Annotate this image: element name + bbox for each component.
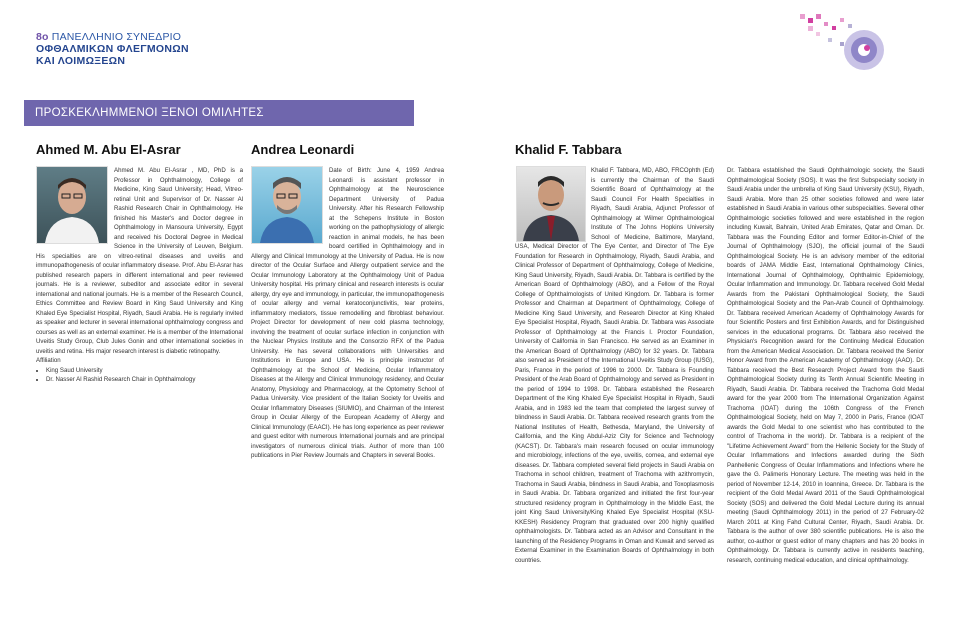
section-title: ΠΡΟΣΚΕΚΛΗΜΜΕΝΟΙ ΞΕΝΟΙ ΟΜΙΛΗΤΕΣ [35,107,264,119]
speaker-name-3: Khalid F. Tabbara [515,142,622,157]
speaker-bio-3a: Khalid F. Tabbara, MD, ABO, FRCOphth (Ed) is currently the Chairman of the Saudi Scientific Board of Ophthalmology at the Saudi Council For Health Specialties in Riyadh, Saudi Arabia, Adjunct Professor of Ophthalmology at Wilmer Ophthalmological Institute of The Johns Hopkins University School of Medicine, Baltimore, Maryland, USA, Medical Director of The Eye Center, and Director of The Eye Foundation for Research in Ophthalmology, Riyadh, Saudi Arabia, and Clinical Professor of Department of Ophthalmology, College of Medicine, King Saud University, Riyadh, Saudi Arabia. Dr. Tabbara is certified by the American Board of Ophthalmology (ABO), and a Fellow of the Royal College of Ophthalmologists of United Kingdom. Dr. Tabbara is former Professor and Chairman at Department of Ophthalmology, College of Medicine King Saud University, and Research Director at King Khaled Eye Specialist Hospital, Riyadh, Saudi Arabia. Dr. Tabbara was Associate Professor of Ophthalmology at the Francis I. Proctor Foundation, University of California in San Francisco. He served as an Examiner in the American Board of Ophthalmology (ABO) for 32 years. Dr. Tabbara also served as President of the International Uveitis Study Group (IUSG), Paris, France in the period of 1996 to 2000. Dr. Tabbara is Founding President of the Arab Board of Ophthalmology and served as President in the period of 1994 to 1998. Dr. Tabbara established the Research Department of the King Khaled Eye Specialist Hospital in Riyadh, Saudi Arabia, and in 1983 led the team that completed the largest survey of blindness in Saudi Arabia. Dr. Tabbara received research grants from the National Institutes of Health, Bethesda, Maryland, the University of California, and the King Abdul-Aziz City for Science and Technology (KACST). Dr. Tabbara's main research focused on ocular immunology and microbiology, infections of the eye, uveitis, cornea, and external eye diseases. Dr. Tabbara completed several field projects in Saudi Arabia on Trachoma in school children, treatment of Trachoma with azithromycin, Trachoma in Saudi Arabia, blindness in Saudi Arabia, and Toxoplasmosis in Saudi Arabia. Dr. Tabbara organized and initiated the first four-year structured residency program in Ophthalmology in the Middle East, the joint King Saud University/King Khaled Eye Specialist Hospital (KSU-KKESH) Residency Program that graduated over 200 highly qualified ophthalmologists. Dr. Tabbara acted as an Advisor and Consultant in the launching of the Residency Programs in Oman and Kuwait and served as External Examiner in the Examination Boards of Ophthalmology in both countries. [515,167,714,564]
section-band [24,100,414,126]
speaker-bio-2: Date of Birth: June 4, 1959 Andrea Leonardi is assistant professor in Ophthalmology at the Neuroscience Department University of Padua University. After his Research Fellowship at the Schepens Institute in Boston working on the pathophysiology of allergic reaction in animal models, he has been board certified in Ophthalmology and in Allergy and Clinical Immunology at the University of Padua. He is now director of the Ocular Surface and Allergy outpatient service and the Ocular Immunology Laboratory at the Ophthalmology Unit of Padua University hospital. His primary clinical and research interests is ocular allergy, dry eye and immunology, in particular, the immunopathogenesis of ocular allergy and vernal keratoconjunctivitis, tear proteins, inflammatory mediators, tissue remodelling and fibroblast behaviour. Project Director for development of new cold plasma technology, involving the treatment of ocular surface infection in conjunction with the Nuclear Physics Institute and the Consorzio RFX of the Padua University. He has several collaborations with Universities and Institutions in Europe and USA. He is principle instructor of Ophthalmology at the School of Medicine, Ocular Inflammatory Diseases at the Allergy and Clinical Immunology residency, and Ocular Anatomy, Physiology and Pharmacology, at the Optometry School of Padua University. Vice president of the Italian Society for Uveitis and Ocular Inflammatory Diseases (SIUMIO), and Chairman of the Interest Group in Ocular Allergy of the European Academy of Allergy and Clinical Immunology (EAACI). He has long experience as peer reviewer and guest editor with numerous International journals and are principal investigators of numerous clinical trials. Author of more than 100 publications in Pier Review Journals and Chapters in several Books. [251,167,444,459]
affiliation-list [36,366,243,385]
speaker-bio-3b: Dr. Tabbara established the Saudi Ophthalmologic society, the Saudi Ophthalmological Society (SOS). It was the first Subspecialty society in Saudi Arabia under the umbrella of King Saud University (KSU), Riyadh, Saudi Arabia. More than 25 other societies followed and were later established in Saudi Arabia in various other subspecialties. Several other Ophthalmologic societies followed and were established in the region including Kuwait, Bahrain, United Arab Emirates, Qatar and Oman. Dr. Tabbara was the Founding Editor and former Editor-in-Chief of the Journal of Ophthalmology (SJO), the official journal of the Saudi Ophthalmological Society. He is an advisory member of the editorial boards of JAMA Middle East, International Ophthalmology Clinics, International Journal of Ophthalmology, Ophthalmic Epidemiology, Ocular Inflammation and Immunology. Dr. Tabbara received Gold Medal Awards from the Pakistani Ophthalmological Society, the Saudi Ophthalmological Society and the Pan-Arab Council of Ophthalmology. Dr. Tabbara received American Academy of Ophthalmology Awards for four Scientific Posters and first Exhibition Awards, and for Distinguished services in the educational programs. Dr. Tabbara also received the Physician's Recognition award for the Continuing Medical Education from the American Medical Association. Dr. Tabbara received the Senior Honor Award from the American Academy of Ophthalmology (AAO). Dr. Tabbara received the Best Research Project Award from the Saudi Ophthalmological Society during its Tenth Annual Scientific Meeting in Riyadh, Saudi Arabia. Dr. Tabbara received the Trachoma Gold Medal award for the year 2000 from The International Organization Against Trachoma (IOAT) during the 106th Congress of the French Ophthalmological Society, held on May 7, 2000 in Paris, France (IOAT awards the Gold Medal to one scientist who has contributed to the control of Trachoma in the world). Dr. Tabbara is a recipient of the "Lifetime Achievement Award" from the Hellenic Society for the Study of Ocular Inflammations and Infections awarded during the Sixth Panhellenic Congress of Ocular Inflammations and Infections where he gave the G. Palimeris Honorary Lecture. The meeting was held in the period of November 12-14, 2010 in Ioannina, Greece. Dr. Tabbara is the recipient of the Gold Medal Award 2011 of the Saudi Ophthalmological Society (SOS) and delivered the Gold Medal Lecture during its annual meeting (Saudi Ophthalmology 2011) in the period of 27 February-02 March 2011 at King Fahd Cultural Center, Riyadh, Saudi Arabia. Dr. Tabbara is the author of over 380 scientific publications. He is also the author, co-author or guest editor of many chapters and has 20 books in Ophthalmology. Dr. Tabbara is currently active in residents teaching, research, continuing medical education, and clinical ophthalmology. [727,167,924,564]
speaker-name-1: Ahmed M. Abu El-Asrar [36,142,181,157]
congress-line1: 8o ΠΑΝΕΛΛΗΝΙΟ ΣΥΝΕΔΡΙΟ [36,31,182,43]
speaker-name-2: Andrea Leonardi [251,142,355,157]
speaker-bio-1: Ahmed M. Abu El-Asrar , MD, PhD is a Professor in Ophthalmology, College of Medicine, King Saud University; Head, Vitreo-retinal Unit and Supervisor of Dr. Nasser Al Rashid Research Chair in Ophthalmology. He finished his Master's and Doctor degree in Ophthalmology in Mansoura University, Egypt and received his Doctoral Degree in Medical Science in the University of Leuven, Belgium. His specialties are on vitreo-retinal diseases and uveitis and immunopathogenesis of ocular inflammatory disease. Prof. Abu El-Asrar has published research papers in different international and peer reviewed journals. He is a reviewer, subeditor and associate editor in several international and national journals. He is a member of the Research Council, Ethics Committee and Review Board in King Saud University and King Khaled Eye Specialist Hospital, Riyadh, Saudi Arabia. He is regularly invited as speaker and lecturer in several international ophthalmology congress and courses as well as an external examiner. He is a member of the International Uveitis Study Group, Club Jules Gonin and other international societies in uveitis and retina. His major research interest is diabetic retinopathy. Affiliation • King Saud University • Dr. Nasser Al Rashid Research Chair in Ophthalmology [36,166,243,428]
dots-logo-icon [798,12,894,76]
congress-header [36,31,189,67]
congress-line3: ΚΑΙ ΛΟΙΜΩΞΕΩΝ [36,55,126,67]
congress-line2: ΟΦΘΑΛΜΙΚΩΝ ΦΛΕΓΜΟΝΩΝ [36,43,189,55]
affiliation-item: • King Saud University [46,366,243,376]
affiliation-item: • Dr. Nasser Al Rashid Research Chair in Ophthalmology [46,375,243,385]
affiliation-label: Affiliation [36,357,61,364]
